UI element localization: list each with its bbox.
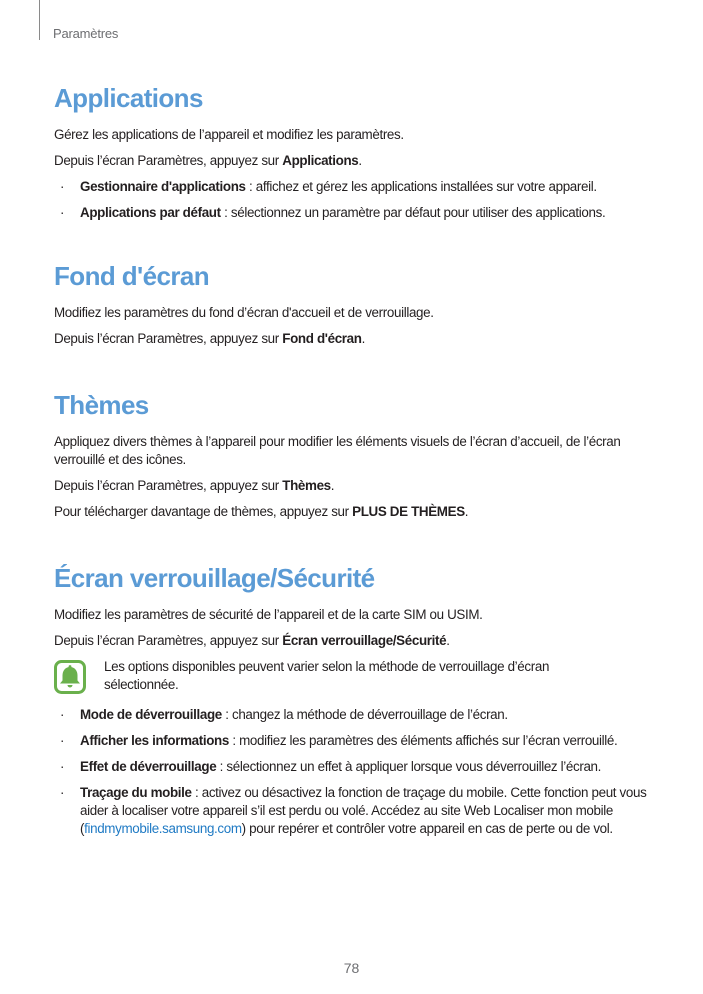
- section-applications: [54, 82, 664, 222]
- bullet: ·: [60, 179, 65, 194]
- note-callout: [54, 658, 664, 698]
- item-desc: : sélectionnez un paramètre par défaut pour utiliser des applications.: [220, 205, 606, 220]
- path-prefix: Depuis l’écran Paramètres, appuyez sur: [54, 331, 283, 346]
- path-prefix: Depuis l’écran Paramètres, appuyez sur: [54, 478, 283, 493]
- section-intro: Gérez les applications de l’appareil et modifiez les paramètres.: [54, 127, 404, 142]
- item-desc: : affichez et gérez les applications installées sur votre appareil.: [245, 179, 597, 194]
- path-prefix: Depuis l’écran Paramètres, appuyez sur: [54, 153, 283, 168]
- list-item: [54, 758, 664, 776]
- more-suffix: .: [464, 504, 469, 519]
- section-title: Applications: [54, 83, 203, 113]
- item-term: Traçage du mobile: [80, 785, 192, 800]
- section-path: [54, 330, 664, 348]
- path-target: Fond d'écran: [282, 331, 362, 346]
- list-item: [54, 706, 664, 724]
- findmymobile-link[interactable]: findmymobile.samsung.com: [84, 821, 242, 836]
- path-target: Thèmes: [282, 478, 331, 493]
- section-title: Thèmes: [54, 390, 149, 420]
- section-themes: [54, 389, 664, 521]
- item-term: Afficher les informations: [80, 733, 229, 748]
- item-term: Applications par défaut: [80, 205, 221, 220]
- item-term: Gestionnaire d'applications: [80, 179, 246, 194]
- path-suffix: .: [361, 331, 365, 346]
- header-rule: [39, 0, 40, 40]
- section-more: [54, 503, 664, 521]
- page-number: 78: [343, 960, 360, 976]
- note-text: Les options disponibles peuvent varier selon la méthode de verrouillage d’écran sélectionnée.: [104, 659, 550, 692]
- section-intro: Modifiez les paramètres du fond d’écran d'accueil et de verrouillage.: [54, 305, 434, 320]
- applications-list: [54, 178, 664, 222]
- item-term: Mode de déverrouillage: [80, 707, 222, 722]
- section-wallpaper: [54, 260, 664, 348]
- section-path: [54, 477, 664, 495]
- bullet: ·: [60, 707, 65, 722]
- section-lockscreen: [54, 562, 664, 838]
- item-desc: : changez la méthode de déverrouillage de l’écran.: [221, 707, 508, 722]
- section-path: [54, 152, 664, 170]
- section-path: [54, 632, 664, 650]
- path-target: Applications: [282, 153, 359, 168]
- section-title: Écran verrouillage/Sécurité: [54, 563, 375, 593]
- section-intro: Modifiez les paramètres de sécurité de l’appareil et de la carte SIM ou USIM.: [54, 607, 483, 622]
- path-target: Écran verrouillage/Sécurité: [282, 633, 447, 648]
- lockscreen-list: [54, 706, 664, 838]
- bullet: ·: [60, 759, 65, 774]
- item-desc: : activez ou désactivez la fonction de traçage du mobile. Cette fonction peut vous aider à localiser votre appareil s’il est perdu ou volé. Accédez au site Web Localiser mon mobile (: [80, 785, 647, 836]
- path-suffix: .: [358, 153, 362, 168]
- item-desc: : modifiez les paramètres des éléments affichés sur l’écran verrouillé.: [229, 733, 618, 748]
- more-target: PLUS DE THÈMES: [352, 504, 465, 519]
- running-header: Paramètres: [53, 26, 119, 41]
- bullet: ·: [60, 205, 65, 220]
- path-suffix: .: [446, 633, 450, 648]
- bullet: ·: [60, 733, 65, 748]
- item-term: Effet de déverrouillage: [80, 759, 217, 774]
- list-item: [54, 204, 664, 222]
- bullet: ·: [60, 785, 65, 800]
- bell-icon: [54, 660, 86, 694]
- list-item: [54, 178, 664, 196]
- list-item: [54, 732, 664, 750]
- path-suffix: .: [330, 478, 335, 493]
- item-desc-after: ) pour repérer et contrôler votre appareil en cas de perte ou de vol.: [241, 821, 613, 836]
- item-desc: : sélectionnez un effet à appliquer lorsque vous déverrouillez l’écran.: [216, 759, 602, 774]
- section-title: Fond d'écran: [54, 261, 209, 291]
- list-item: [54, 784, 664, 838]
- section-intro: Appliquez divers thèmes à l’appareil pour modifier les éléments visuels de l’écran d’accueil, de l’écran verrouillé et des icônes.: [54, 434, 621, 467]
- more-prefix: Pour télécharger davantage de thèmes, appuyez sur: [54, 504, 353, 519]
- path-prefix: Depuis l’écran Paramètres, appuyez sur: [54, 633, 283, 648]
